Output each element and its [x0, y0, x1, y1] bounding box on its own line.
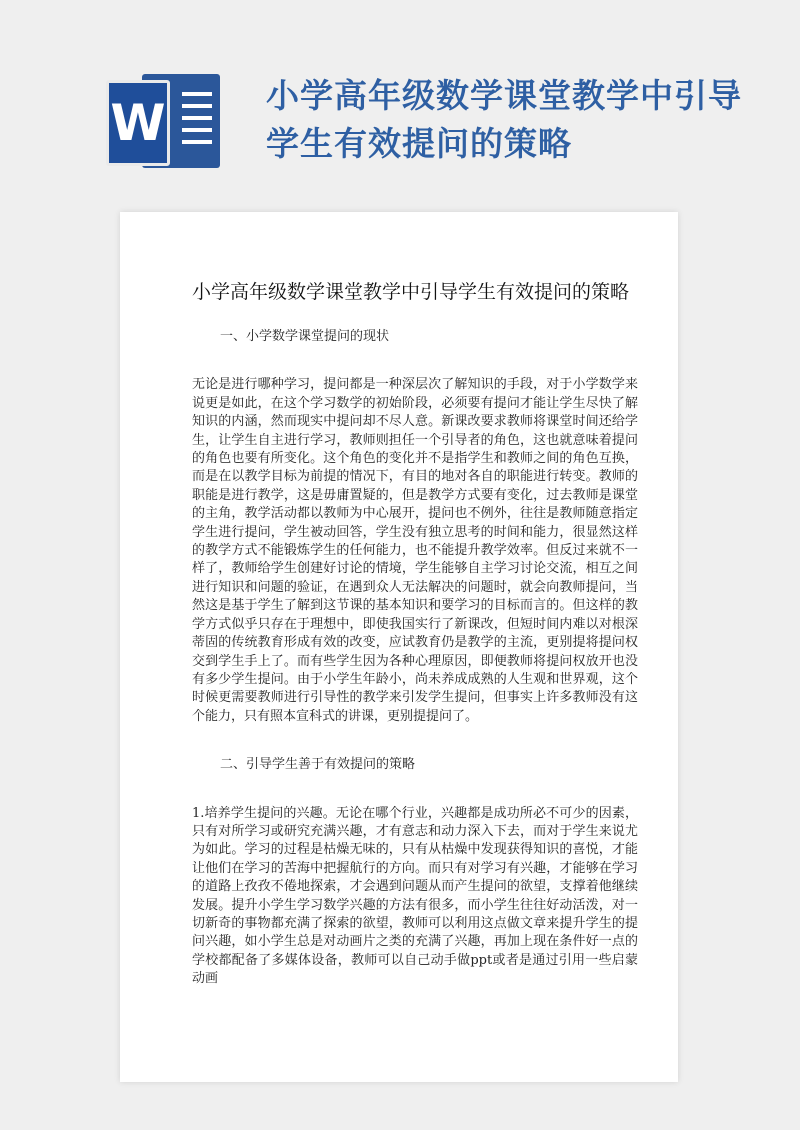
document-title: 小学高年级数学课堂教学中引导学生有效提问的策略: [192, 281, 630, 303]
document-page: [120, 212, 678, 1082]
section-heading-1: 一、小学数学课堂提问的现状: [220, 329, 390, 344]
word-document-icon: [106, 74, 222, 168]
section-body-1: 无论是进行哪种学习，提问都是一种深层次了解知识的手段，对于小学数学来说更是如此，在这个学习数学的初始阶段，必须要有提问才能让学生尽快了解知识的内涵，然而现实中提问却不尽人意。新课改要求教师将课堂时间还给学生，让学生自主进行学习，教师则担任一个引导者的角色，这也就意味着提问的角色也要有所变化。这个角色的变化并不是指学生和教师之间的角色互换，而是在以教学目标为前提的情况下，有目的地对各自的职能进行转变。教师的职能是进行教学，这是毋庸置疑的，但是教学方式要有变化，过去教师是课堂的主角，教学活动都以教师为中心展开，提问也不例外，往往是教师随意指定学生进行提问，学生被动回答，学生没有独立思考的时间和能力，很显然这样的教学方式不能锻炼学生的任何能力，也不能提升教学效率。但反过来就不一样了，教师给学生创建好讨论的情境，学生能够自主学习讨论交流，相互之间进行知识和问题的验证，在遇到众人无法解决的问题时，就会向教师提问，当然这是基于学生了解到这节课的基本知识和要学习的目标而言的。但这样的教学方式似乎只存在于理想中，即使我国实行了新课改，但短时间内难以对根深蒂固的传统教育形成有效的改变，应试教育仍是教学的主流，更别提将提问权交到学生手上了。而有些学生因为各种心理原因，即便教师将提问权放开也没有多少学生提问。由于小学生年龄小，尚未养成成熟的人生观和世界观，这个时候更需要教师进行引导性的教学来引发学生提问，但事实上许多教师没有这个能力，只有照本宣科式的讲课，更别提提问了。: [192, 377, 638, 724]
document-content: [192, 278, 638, 1019]
header-title: 小学高年级数学课堂教学中引导学生有效提问的策略: [266, 76, 742, 163]
section-heading-2: 二、引导学生善于有效提问的策略: [220, 757, 416, 773]
word-logo-letter: W: [106, 80, 170, 166]
section-body-2: 1.培养学生提问的兴趣。无论在哪个行业，兴趣都是成功所必不可少的因素，只有对所学习或研究充满兴趣，才有意志和动力深入下去，而对于学生来说尤为如此。学习的过程是枯燥无味的，只有从枯燥中发现获得知识的喜悦，才能让他们在学习的苦海中把握航行的方向。而只有对学习有兴趣，才能够在学习的道路上孜孜不倦地探索，才会遇到问题从而产生提问的欲望，支撑着他继续发展。提升小学生学习数学兴趣的方法有很多，而小学生往往好动活泼，对一切新奇的事物都充满了探索的欲望，教师可以利用这点做文章来提升学生的提问兴趣，如小学生总是对动画片之类的充满了兴趣，再加上现在条件好一点的学校都配备了多媒体设备，教师可以自己动手做ppt或者是通过引用一些启蒙动画: [192, 805, 638, 987]
